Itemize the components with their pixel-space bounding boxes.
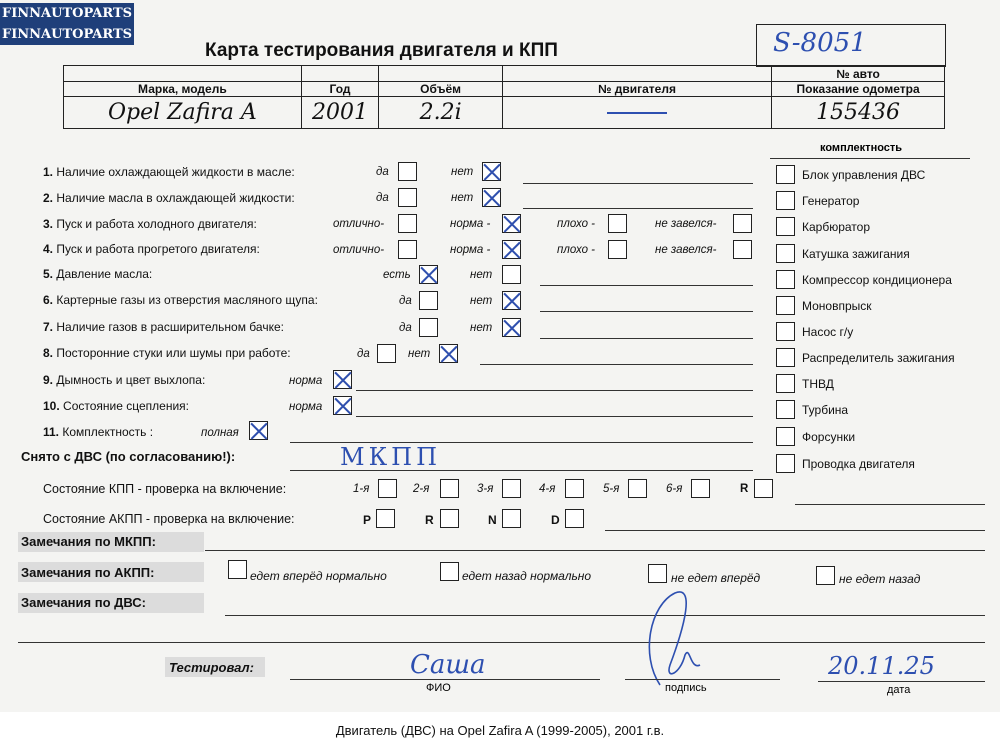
kit-item-label: Распределитель зажигания [802,351,955,365]
page-title: Карта тестирования двигателя и КПП [205,40,558,61]
note-line [523,208,753,209]
mode-d-checkbox[interactable] [565,509,584,528]
question-6 [43,293,318,307]
kit-checkbox[interactable] [776,454,795,473]
odometer-label: Показание одометра [772,82,945,97]
gear-label: 5-я [603,483,620,495]
col-engine-no: № двигателя [502,82,771,97]
question-text: Пуск и работа прогретого двигателя: [56,242,260,256]
gear-1-checkbox[interactable] [378,479,397,498]
gear-6-checkbox[interactable] [691,479,710,498]
option-normal-checkbox[interactable] [333,370,352,389]
question-1 [43,165,295,179]
akpp-forward-ok-checkbox[interactable] [228,560,247,579]
option-no-checkbox[interactable] [502,265,521,284]
kit-item-label: Блок управления ДВС [802,168,926,182]
question-number: 3. [43,217,54,231]
question-number: 11. [43,425,60,439]
question-number: 1. [43,165,54,179]
engine-no-value [502,97,771,129]
option-label: нет [408,348,431,360]
option-net-checkbox[interactable] [439,344,458,363]
question-text: Посторонние стуки или шумы при работе: [56,346,291,360]
divider [770,158,970,159]
col-make-model: Марка, модель [64,82,302,97]
kit-checkbox[interactable] [776,191,795,210]
note-line [356,390,753,391]
kit-checkbox[interactable] [776,400,795,419]
kit-item-label: Турбина [802,403,849,417]
volume-value: 2.2i [379,97,503,129]
watermark-logo: FINNAUTOPARTS [0,24,134,45]
gear-label: 6-я [666,483,683,495]
akpp-label: Состояние АКПП - проверка на включение: [43,512,295,526]
option-da-checkbox[interactable] [419,318,438,337]
col-year: Год [301,82,379,97]
date-line [818,681,985,682]
mode-r-checkbox[interactable] [440,509,459,528]
option-label: норма - [450,218,491,230]
akpp-option-label: не едет назад [839,572,921,586]
removed-value: МКПП [340,443,442,471]
kit-item-label: Насос г/у [802,325,854,339]
question-10 [43,399,189,413]
akpp-backward-ok-checkbox[interactable] [440,562,459,581]
kit-checkbox[interactable] [776,217,795,236]
gear-r-checkbox[interactable] [754,479,773,498]
option-label: отлично- [333,218,385,230]
kit-checkbox[interactable] [776,348,795,367]
option-no-start-checkbox[interactable] [733,240,752,259]
question-7 [43,320,284,334]
option-label: полная [201,427,239,439]
option-label: норма [289,375,323,387]
option-label: нет [451,192,474,204]
option-net-checkbox[interactable] [502,318,521,337]
question-number: 6. [43,293,54,307]
question-number: 5. [43,267,54,281]
gear-label: 1-я [353,483,370,495]
gear-2-checkbox[interactable] [440,479,459,498]
stock-number-box [756,24,946,67]
kit-checkbox[interactable] [776,374,795,393]
option-label: да [399,322,412,334]
note-line [480,364,753,365]
kit-checkbox[interactable] [776,270,795,289]
gear-label: R [740,483,749,495]
fio-line [290,679,600,680]
option-bad-checkbox[interactable] [608,240,627,259]
year-value: 2001 [301,97,379,129]
kit-item-label: Моновпрыск [802,299,872,313]
akpp-no-backward-checkbox[interactable] [816,566,835,585]
question-11 [43,425,153,439]
option-da-checkbox[interactable] [419,291,438,310]
question-text: Пуск и работа холодного двигателя: [56,217,257,231]
kit-checkbox[interactable] [776,296,795,315]
option-label: да [399,295,412,307]
question-number: 10. [43,399,60,413]
option-label: норма - [450,244,491,256]
mode-p-checkbox[interactable] [376,509,395,528]
question-text: Картерные газы из отверстия масляного щупа: [56,293,318,307]
question-2 [43,191,295,205]
stock-number: S-8051 [773,28,867,58]
option-net-checkbox[interactable] [482,162,501,181]
option-label: отлично- [333,244,385,256]
kit-item-label: Карбюратор [802,220,871,234]
option-net-checkbox[interactable] [502,291,521,310]
kpp-label: Состояние КПП - проверка на включение: [43,482,287,496]
auto-no-label: № авто [772,66,945,82]
option-label: не завелся- [655,244,717,256]
question-text: Наличие охлаждающей жидкости в масле: [56,165,295,179]
note-line [290,470,753,471]
kit-label: комплектность [820,142,903,154]
signature-label: подпись [665,682,707,694]
removed-label: Снято с ДВС (по согласованию!): [21,449,236,464]
question-number: 2. [43,191,54,205]
akpp-option-label: едет вперёд нормально [250,569,387,583]
option-label: плохо - [557,244,595,256]
question-text: Комплектность : [62,425,154,439]
gear-5-checkbox[interactable] [628,479,647,498]
question-number: 9. [43,373,54,387]
tested-label: Тестировал: [169,660,254,675]
watermark-logo: FINNAUTOPARTS [0,3,134,24]
question-number: 8. [43,346,54,360]
date-value: 20.11.25 [828,652,935,680]
question-4 [43,242,260,256]
col-volume: Объём [379,82,503,97]
option-label: нет [451,166,474,178]
option-normal-checkbox[interactable] [333,396,352,415]
fio-label: ФИО [426,682,451,694]
question-text: Дымность и цвет выхлопа: [56,373,206,387]
option-label: норма [289,401,323,413]
vehicle-header-table [63,65,945,129]
question-8 [43,346,291,360]
question-number: 7. [43,320,54,334]
gear-4-checkbox[interactable] [565,479,584,498]
remarks-akpp-label: Замечания по АКПП: [21,565,155,580]
note-line [18,642,985,643]
make-model-value: Opel Zafira A [64,97,302,129]
note-line [540,285,753,286]
option-label: да [357,348,370,360]
gear-label: 4-я [539,483,556,495]
gear-label: 2-я [413,483,430,495]
mode-label: R [425,513,434,527]
option-yes-checkbox[interactable] [419,265,438,284]
question-5 [43,267,152,281]
option-normal-checkbox[interactable] [502,240,521,259]
option-normal-checkbox[interactable] [502,214,521,233]
mode-label: P [363,513,372,527]
odometer-value: 155436 [772,97,945,129]
option-label: плохо - [557,218,595,230]
akpp-option-label: не едет вперёд [671,571,761,585]
question-text: Наличие газов в расширительном бачке: [56,320,284,334]
option-excellent-checkbox[interactable] [398,240,417,259]
date-label: дата [887,684,911,696]
option-label: да [376,192,389,204]
kit-item-label: Компрессор кондиционера [802,273,952,287]
kit-item-label: ТНВД [802,377,834,391]
kit-item-label: Катушка зажигания [802,247,910,261]
akpp-option-label: едет назад нормально [462,569,592,583]
gear-3-checkbox[interactable] [502,479,521,498]
note-line [540,311,753,312]
kit-item-label: Генератор [802,194,860,208]
remarks-mkpp-label: Замечания по МКПП: [21,534,156,549]
mode-n-checkbox[interactable] [502,509,521,528]
option-da-checkbox[interactable] [377,344,396,363]
note-line [225,615,985,616]
note-line [356,416,753,417]
option-label: есть [383,269,411,281]
note-line [205,550,985,551]
note-line [605,530,985,531]
question-3 [43,217,257,231]
option-label: нет [470,269,493,281]
option-label: нет [470,295,493,307]
akpp-no-forward-checkbox[interactable] [648,564,667,583]
option-net-checkbox[interactable] [482,188,501,207]
tester-name: Саша [410,650,486,680]
kit-checkbox[interactable] [776,322,795,341]
signature-line [625,679,780,680]
option-da-checkbox[interactable] [398,162,417,181]
option-full-checkbox[interactable] [249,421,268,440]
question-9 [43,373,205,387]
question-text: Наличие масла в охлаждающей жидкости: [56,191,295,205]
kit-checkbox[interactable] [776,427,795,446]
kit-checkbox[interactable] [776,244,795,263]
option-label: нет [470,322,493,334]
option-excellent-checkbox[interactable] [398,214,417,233]
note-line [795,504,985,505]
gear-label: 3-я [477,483,494,495]
question-number: 4. [43,242,54,256]
option-label: не завелся- [655,218,717,230]
kit-checkbox[interactable] [776,165,795,184]
image-caption: Двигатель (ДВС) на Opel Zafira A (1999-2005), 2001 г.в. [0,712,1000,750]
option-no-start-checkbox[interactable] [733,214,752,233]
mode-label: D [551,513,560,527]
kit-item-label: Форсунки [802,430,856,444]
kit-item-label: Проводка двигателя [802,457,915,471]
question-text: Состояние сцепления: [63,399,189,413]
remarks-dvs-label: Замечания по ДВС: [21,595,146,610]
option-da-checkbox[interactable] [398,188,417,207]
note-line [523,183,753,184]
question-text: Давление масла: [56,267,153,281]
mode-label: N [488,513,497,527]
option-bad-checkbox[interactable] [608,214,627,233]
note-line [540,338,753,339]
option-label: да [376,166,389,178]
